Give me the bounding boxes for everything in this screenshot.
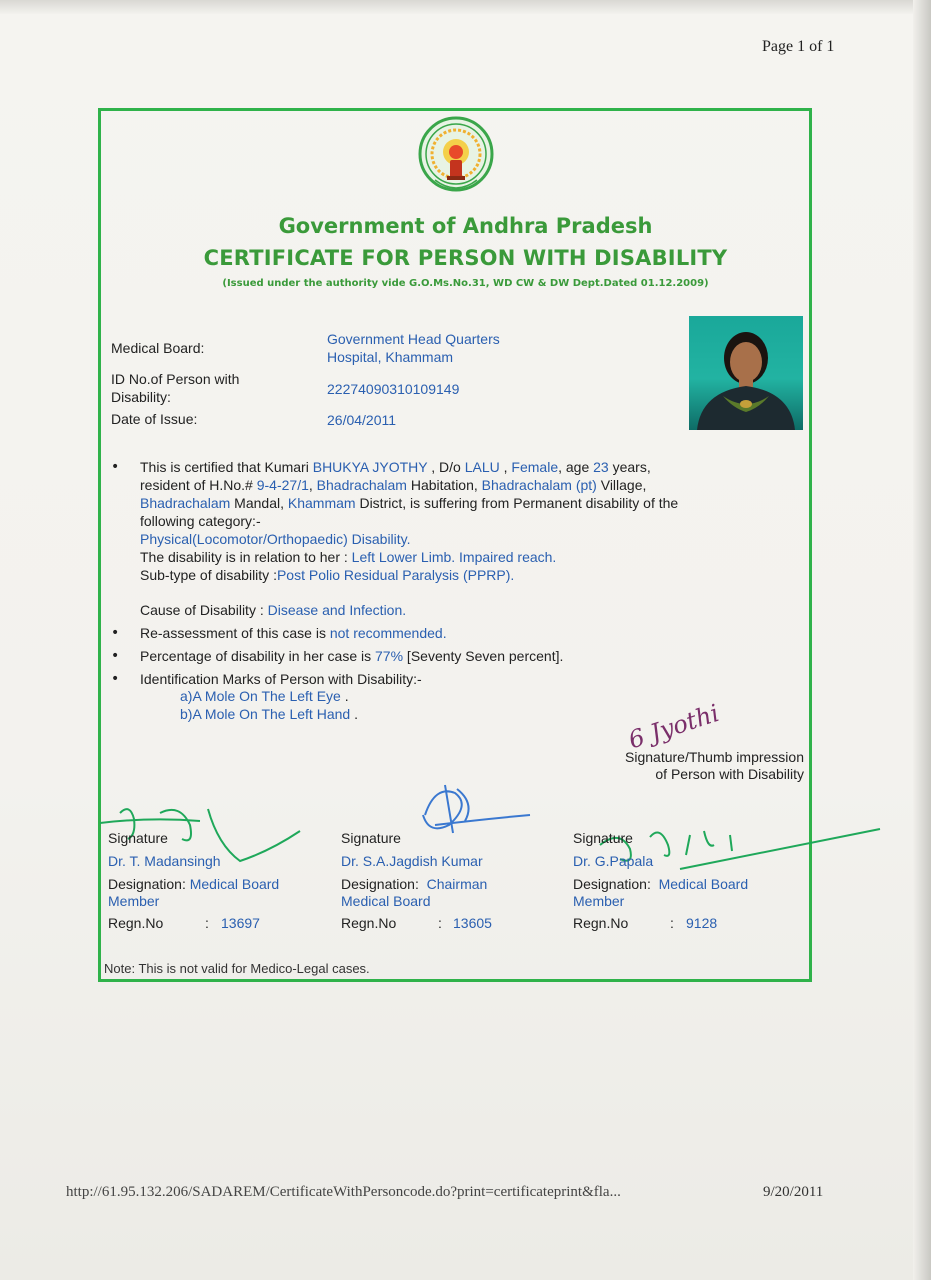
signatory-3-regn-label: Regn.No bbox=[573, 915, 629, 931]
signature-scrawl-3 bbox=[590, 815, 890, 885]
signatory-3-name: Dr. G.Papala bbox=[573, 853, 654, 869]
habitation-value: Bhadrachalam bbox=[316, 477, 407, 493]
cert-line-3: Bhadrachalam Mandal, Khammam District, is suffering from Permanent disability of the bbox=[140, 495, 679, 511]
disability-percentage: Percentage of disability in her case is 77% [Seventy Seven percent]. bbox=[140, 648, 564, 664]
mandal-value: Bhadrachalam bbox=[140, 495, 231, 511]
disability-category: Physical(Locomotor/Orthopaedic) Disability. bbox=[140, 531, 411, 547]
bullet: • bbox=[111, 459, 120, 475]
id-number-label-line2: Disability: bbox=[111, 389, 171, 405]
signatory-2-regn-value: 13605 bbox=[453, 915, 492, 931]
bullet: • bbox=[111, 671, 120, 687]
person-signature bbox=[620, 690, 730, 755]
signatory-2-regn-label: Regn.No bbox=[341, 915, 397, 931]
disability-relation: The disability is in relation to her : Left Lower Limb. Impaired reach. bbox=[140, 549, 557, 565]
signatory-1-designation-line2: Member bbox=[108, 893, 160, 909]
signatory-3-signature-label: Signature bbox=[573, 830, 633, 846]
date-of-issue-value: 26/04/2011 bbox=[327, 412, 397, 428]
signatory-2-signature-label: Signature bbox=[341, 830, 401, 846]
medical-board-value-line2: Hospital, Khammam bbox=[327, 349, 454, 365]
signatory-1-signature-label: Signature bbox=[108, 830, 168, 846]
signatory-2-designation-line2: Medical Board bbox=[341, 893, 431, 909]
signatory-3-regn-value: 9128 bbox=[686, 915, 718, 931]
person-signature-caption: Signature/Thumb impression of Person with Disability bbox=[625, 749, 804, 782]
signatory-1-regn-label: Regn.No bbox=[108, 915, 164, 931]
signatory-2-name: Dr. S.A.Jagdish Kumar bbox=[341, 853, 483, 869]
signatory-2-regn-sep: : bbox=[438, 915, 442, 931]
signatory-1-regn-value: 13697 bbox=[221, 915, 260, 931]
medical-board-value-line1: Government Head Quarters bbox=[327, 331, 500, 347]
identification-mark-a: a)A Mole On The Left Eye . bbox=[180, 688, 349, 704]
bullet: • bbox=[111, 648, 120, 664]
person-signature-scrawl: 6 Jyothi bbox=[625, 698, 723, 755]
cert-line-4: following category:- bbox=[140, 513, 261, 529]
footer-date: 9/20/2011 bbox=[763, 1184, 824, 1200]
disability-cause: Cause of Disability : Disease and Infection. bbox=[140, 602, 407, 618]
signatory-2-designation: Designation: Chairman bbox=[341, 876, 488, 892]
page-number: Page 1 of 1 bbox=[762, 38, 835, 55]
medical-board-label: Medical Board: bbox=[111, 340, 205, 356]
government-heading: Government of Andhra Pradesh bbox=[278, 214, 653, 238]
identification-marks-label: Identification Marks of Person with Disability:- bbox=[140, 671, 422, 687]
bullet: • bbox=[111, 625, 120, 641]
village-value: Bhadrachalam (pt) bbox=[481, 477, 597, 493]
age-value: 23 bbox=[593, 459, 609, 475]
certificate-title: CERTIFICATE FOR PERSON WITH DISABILITY bbox=[203, 246, 728, 270]
id-number-value: 22274090310109149 bbox=[327, 381, 460, 397]
signatory-1-designation: Designation: Medical Board bbox=[108, 876, 280, 892]
page-right-edge bbox=[913, 0, 931, 1280]
cert-line-2: resident of H.No.# 9-4-27/1, Bhadrachalam Habitation, Bhadrachalam (pt) Village, bbox=[140, 477, 647, 493]
gender-value: Female bbox=[511, 459, 559, 475]
signatory-1-regn-sep: : bbox=[205, 915, 209, 931]
cert-line-1: This is certified that Kumari BHUKYA JYOTHY , D/o LALU , Female, age 23 years, bbox=[140, 459, 651, 475]
reassessment: Re-assessment of this case is not recommended. bbox=[140, 625, 447, 641]
footer-url: http://61.95.132.206/SADAREM/CertificateWithPersoncode.do?print=certificateprint&fla... bbox=[66, 1184, 621, 1200]
issued-under-text: (Issued under the authority vide G.O.Ms.No.31, WD CW & DW Dept.Dated 01.12.2009) bbox=[222, 278, 709, 289]
id-number-label-line1: ID No.of Person with bbox=[111, 371, 240, 387]
signatory-3-designation-line2: Member bbox=[573, 893, 625, 909]
father-name: LALU bbox=[464, 459, 500, 475]
person-photo bbox=[689, 316, 803, 430]
page-top-edge bbox=[0, 0, 931, 14]
signatory-3-designation: Designation: Medical Board bbox=[573, 876, 749, 892]
state-emblem-icon bbox=[417, 116, 495, 202]
person-name: BHUKYA JYOTHY bbox=[312, 459, 428, 475]
legal-note: Note: This is not valid for Medico-Legal cases. bbox=[104, 961, 370, 976]
date-of-issue-label: Date of Issue: bbox=[111, 411, 198, 427]
signatory-1-name: Dr. T. Madansingh bbox=[108, 853, 221, 869]
district-value: Khammam bbox=[287, 495, 356, 511]
portrait-icon bbox=[689, 316, 803, 430]
signatory-3-regn-sep: : bbox=[670, 915, 674, 931]
identification-mark-b: b)A Mole On The Left Hand . bbox=[180, 706, 358, 722]
house-number: 9-4-27/1 bbox=[256, 477, 309, 493]
disability-subtype: Sub-type of disability :Post Polio Residual Paralysis (PPRP). bbox=[140, 567, 515, 583]
signature-scrawl-2 bbox=[405, 775, 545, 845]
